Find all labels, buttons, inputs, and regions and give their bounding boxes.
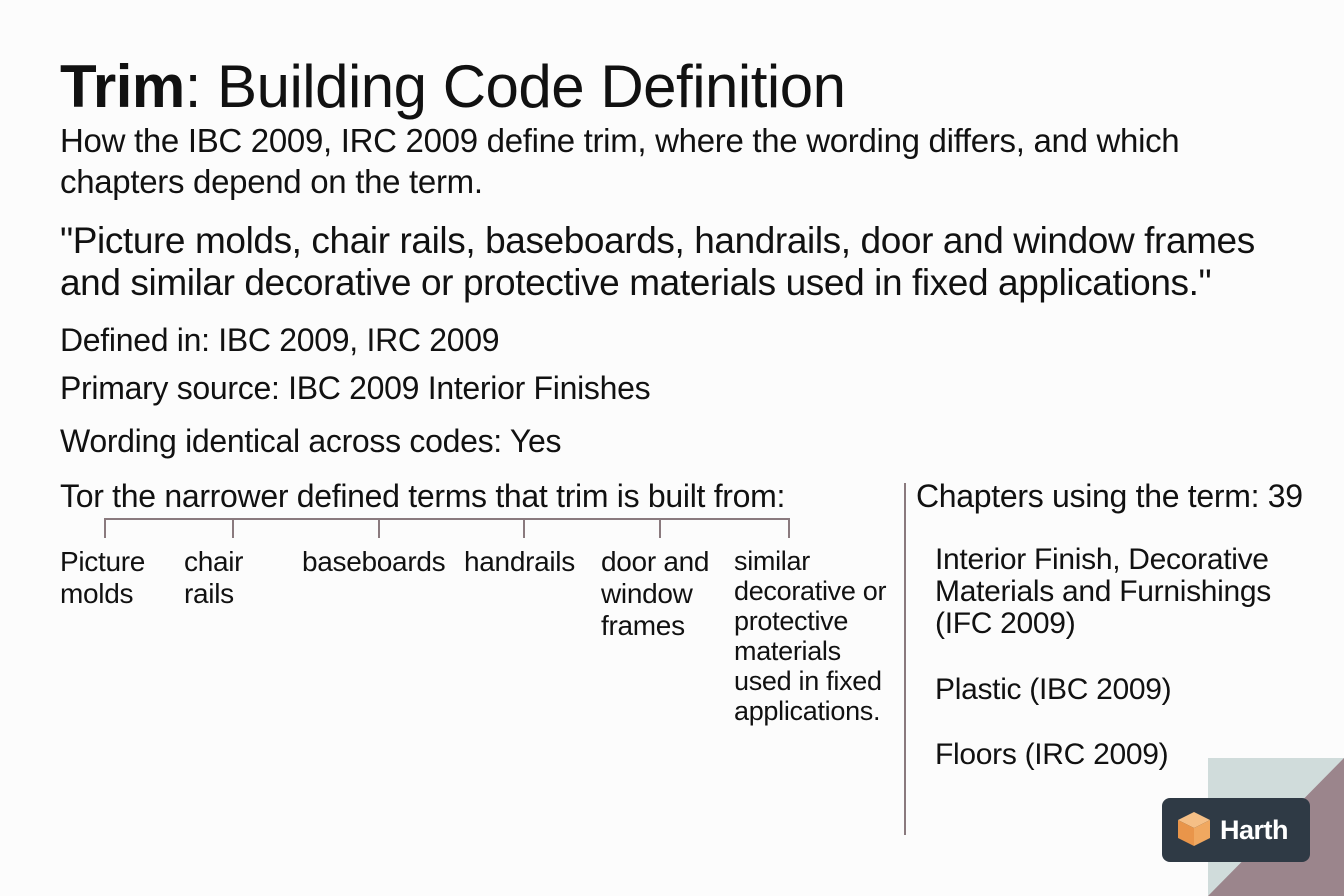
- term-leaf: handrails: [464, 546, 575, 577]
- wording-identical-fact: Wording identical across codes: Yes: [60, 423, 562, 459]
- chapter-item: Interior Finish, Decorative Materials and Furnishings (IFC 2009): [935, 543, 1271, 640]
- term-leaf: door and window frames: [601, 546, 710, 641]
- tree-heading: Tor the narrower defined terms that trim is built from:: [60, 478, 786, 514]
- chapters-heading: Chapters using the term: 39: [916, 478, 1303, 514]
- term-leaf: Picture molds: [60, 546, 146, 609]
- primary-source-fact: Primary source: IBC 2009 Interior Finishes: [60, 370, 651, 406]
- term-leaf: chair rails: [184, 546, 244, 609]
- term-leaf: similar decorative or protective materials used in fixed applications.: [734, 546, 887, 726]
- brand-badge: [1162, 798, 1310, 862]
- cube-logo-icon: [1174, 808, 1214, 853]
- term-leaf: baseboards: [302, 546, 446, 577]
- brand-name: Harth: [1220, 814, 1289, 845]
- chapter-item: Plastic (IBC 2009): [935, 673, 1172, 706]
- chapter-item: Floors (IRC 2009): [935, 738, 1169, 771]
- term-name: Trim: [60, 53, 185, 120]
- defined-in-fact: Defined in: IBC 2009, IRC 2009: [60, 322, 500, 358]
- title-suffix: : Building Code Definition: [184, 53, 846, 120]
- column-divider: [904, 483, 906, 835]
- definition-quote: "Picture molds, chair rails, baseboards, handrails, door and window frames and similar decorative or protective materials used in fixed applications.": [60, 220, 1255, 303]
- page-subtitle: How the IBC 2009, IRC 2009 define trim, where the wording differs, and which chapters depend on the term.: [60, 122, 1180, 200]
